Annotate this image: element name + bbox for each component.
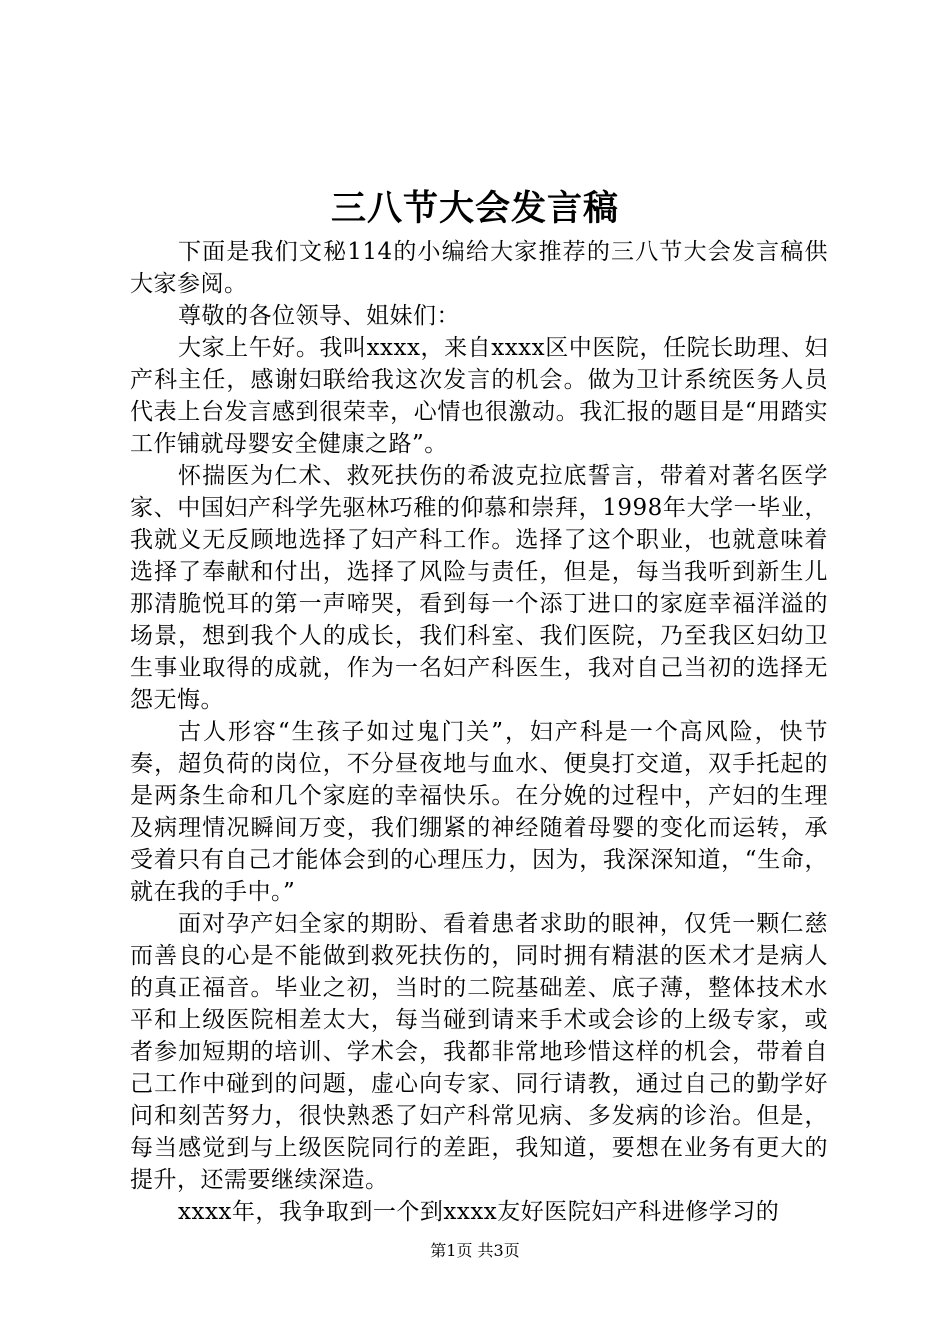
paragraph-further-study: xxxx年，我争取到一个到xxxx友好医院妇产科进修学习的 [178,1199,780,1225]
document-body [130,236,828,1228]
paragraph-skills: 面对孕产妇全家的期盼、看着患者求助的眼神，仅凭一颗仁慈而善良的心是不能做到救死扶伤的，同时拥有精湛的医术才是病人的真正福音。毕业之初，当时的二院基础差、底子薄，整体技术水平和上级医院相差太大，每当碰到请来手术或会诊的上级专家，或者参加短期的培训、学术会，我都非常地珍惜这样的机会，带着自己工作中碰到的问题，虚心向专家、同行请教，通过自己的勤学好问和刻苦努力，很快熟悉了妇产科常见病、多发病的诊治。但是，每当感觉到与上级医院同行的差距，我知道，要想在业务有更大的提升，还需要继续深造。 [130,911,828,1193]
page-footer: 第1页 共3页 [430,1241,520,1260]
paragraph-career-choice: 怀揣医为仁术、救死扶伤的希波克拉底誓言，带着对著名医学家、中国妇产科学先驱林巧稚的仰慕和崇拜，1998年大学一毕业，我就义无反顾地选择了妇产科工作。选择了这个职业，也就意味着选择了奉献和付出，选择了风险与责任，但是，每当我听到新生儿那清脆悦耳的第一声啼哭，看到每一个添丁进口的家庭幸福洋溢的场景，想到我个人的成长，我们科室、我们医院，乃至我区妇幼卫生事业取得的成就，作为一名妇产科医生，我对自己当初的选择无怨无悔。 [130,463,828,713]
paragraph-intro: 下面是我们文秘114的小编给大家推荐的三八节大会发言稿供大家参阅。 [130,239,828,297]
paragraph-greeting: 大家上午好。我叫xxxx，来自xxxx区中医院，任院长助理、妇产科主任，感谢妇联给我这次发言的机会。做为卫计系统医务人员代表上台发言感到很荣幸，心情也很激动。我汇报的题目是“用踏实工作铺就母婴安全健康之路”。 [130,335,828,457]
document-title: 三八节大会发言稿 [330,188,619,229]
paragraph-salutation: 尊敬的各位领导、姐妹们： [178,303,460,329]
paragraph-high-risk: 古人形容“生孩子如过鬼门关”，妇产科是一个高风险，快节奏，超负荷的岗位，不分昼夜地与血水、便臭打交道，双手托起的是两条生命和几个家庭的幸福快乐。在分娩的过程中，产妇的生理及病理情况瞬间万变，我们绷紧的神经随着母婴的变化而运转，承受着只有自己才能体会到的心理压力，因为，我深深知道，“生命，就在我的手中。” [130,719,828,905]
